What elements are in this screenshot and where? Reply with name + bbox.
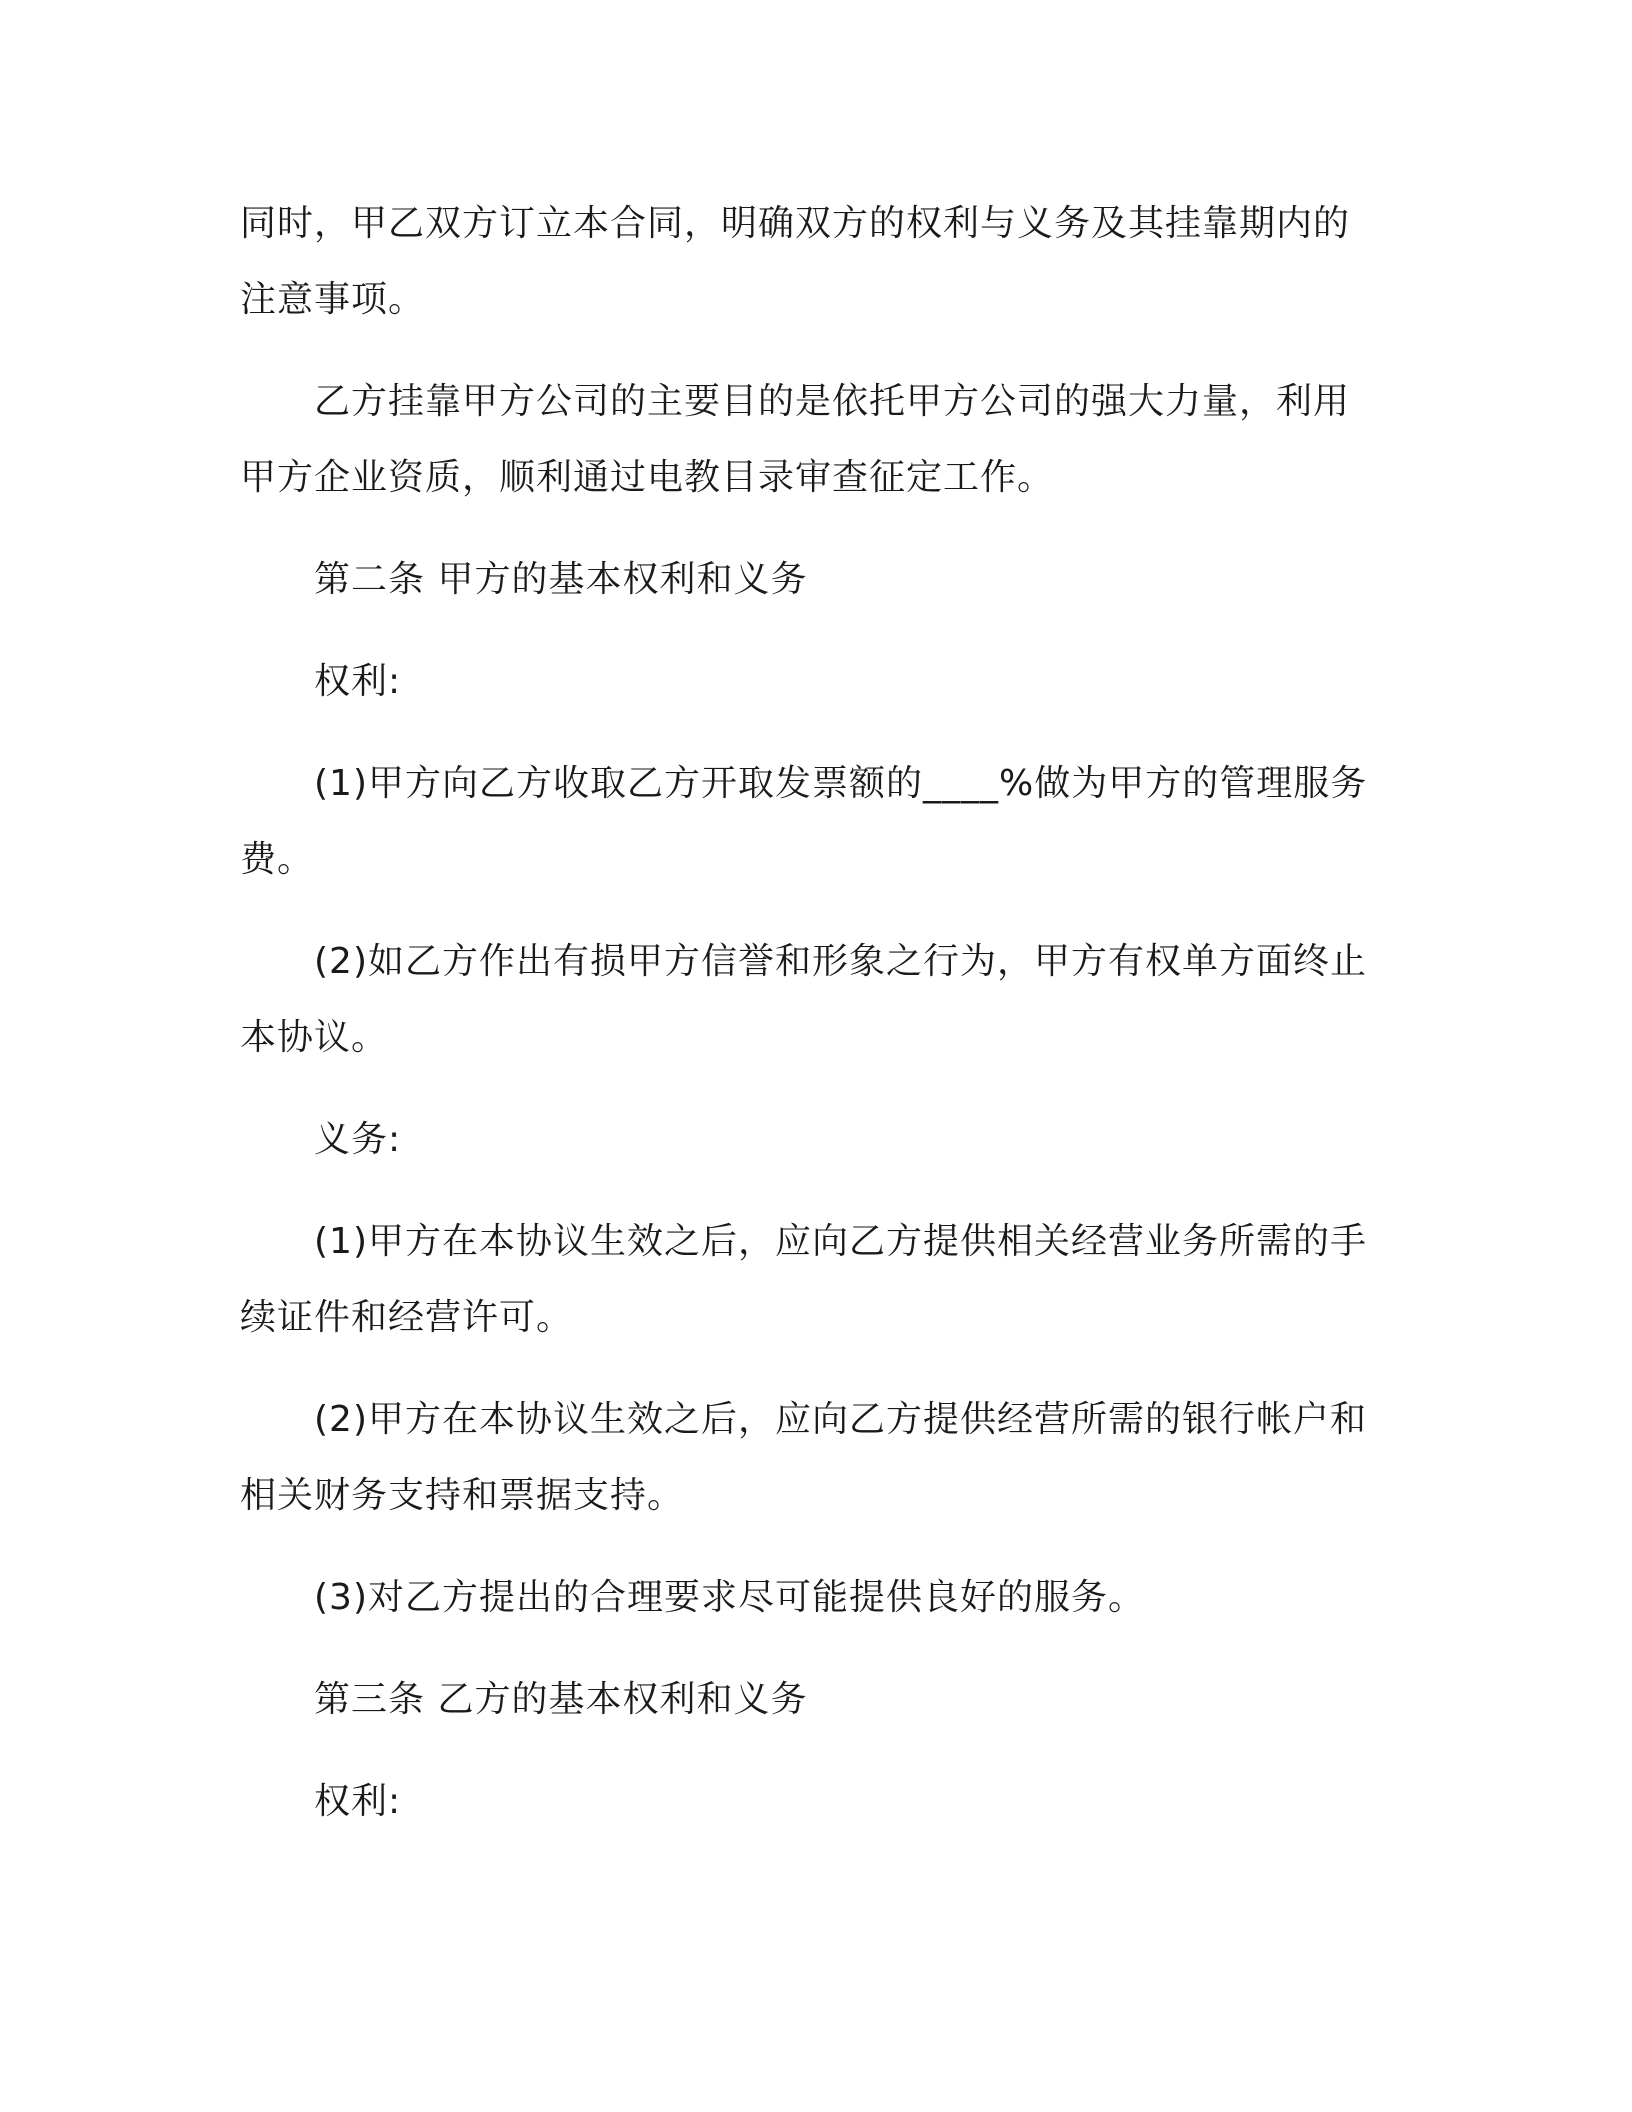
party-a-obligations-heading: 义务:: [314, 1119, 402, 1160]
party-a-right-2: (2)如乙方作出有损甲方信誉和形象之行为，甲方有权单方面终止本协议。: [240, 941, 1367, 1058]
party-a-rights-heading: 权利:: [314, 661, 402, 702]
party-a-obligation-1: (1)甲方在本协议生效之后，应向乙方提供相关经营业务所需的手续证件和经营许可。: [240, 1221, 1367, 1338]
article-2-heading: 第二条 甲方的基本权利和义务: [314, 559, 808, 600]
paragraph-intro-continuation: 同时，甲乙双方订立本合同，明确双方的权利与义务及其挂靠期内的注意事项。: [240, 203, 1351, 320]
party-a-obligation-2: (2)甲方在本协议生效之后，应向乙方提供经营所需的银行帐户和相关财务支持和票据支持。: [240, 1399, 1367, 1516]
paragraph-purpose: 乙方挂靠甲方公司的主要目的是依托甲方公司的强大力量，利用甲方企业资质，顺利通过电教目录审查征定工作。: [240, 381, 1351, 498]
article-3-heading: 第三条 乙方的基本权利和义务: [314, 1679, 808, 1720]
party-b-rights-heading: 权利:: [314, 1781, 402, 1822]
party-a-obligation-3: (3)对乙方提出的合理要求尽可能提供良好的服务。: [314, 1577, 1145, 1618]
party-a-right-1: (1)甲方向乙方收取乙方开取发票额的____%做为甲方的管理服务费。: [240, 763, 1368, 880]
document-page: [240, 186, 1380, 1866]
